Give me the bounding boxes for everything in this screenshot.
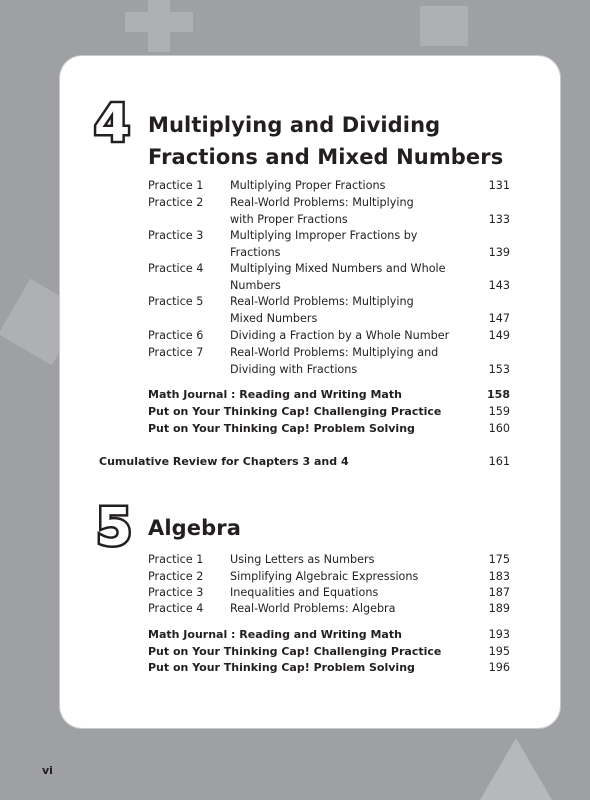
- toc-extra-row[interactable]: [148, 420, 415, 437]
- practice-label: Practice 1: [148, 179, 204, 192]
- toc-extra-row[interactable]: [148, 643, 441, 660]
- practice-title: Real-World Problems: Multiplying with Proper Fractions: [230, 196, 414, 226]
- page-number: 158: [487, 388, 510, 401]
- page-number: 193: [488, 628, 510, 641]
- toc-extra-row[interactable]: [148, 386, 402, 403]
- page-number: 131: [488, 179, 510, 192]
- chapter-number-5: 5: [96, 498, 133, 558]
- practice-label: Practice 7: [148, 346, 204, 359]
- extra-title: Put on Your Thinking Cap! Challenging Practice: [148, 405, 442, 418]
- background-plus-shape: [125, 12, 193, 32]
- extra-title: Put on Your Thinking Cap! Challenging Practice: [148, 645, 442, 658]
- contents-card: [60, 56, 560, 728]
- extra-title: Math Journal : Reading and Writing Math: [148, 388, 402, 401]
- practice-title: Dividing a Fraction by a Whole Number: [230, 329, 450, 342]
- toc-extra-row[interactable]: [148, 403, 441, 420]
- page-number: 195: [488, 645, 510, 658]
- chapter-title-line2: Fractions and Mixed Numbers: [148, 145, 504, 169]
- practice-label: Practice 1: [148, 553, 204, 566]
- practice-title: Multiplying Proper Fractions: [230, 179, 386, 192]
- practice-title: Multiplying Improper Fractions by Fractions: [230, 229, 418, 259]
- cumulative-review-row[interactable]: [99, 453, 349, 470]
- chapter-number-4: 4: [94, 94, 131, 154]
- practice-label: Practice 3: [148, 586, 204, 599]
- practice-label: Practice 4: [148, 262, 204, 275]
- page-number: 161: [488, 455, 510, 468]
- practice-label: Practice 5: [148, 295, 204, 308]
- toc-extra-row[interactable]: [148, 659, 415, 676]
- practice-title: Simplifying Algebraic Expressions: [230, 570, 419, 583]
- practice-label: Practice 4: [148, 602, 204, 615]
- page-number: 187: [488, 586, 510, 599]
- page-number: 159: [488, 405, 510, 418]
- page-number: 189: [488, 602, 510, 615]
- page-number: 143: [488, 279, 510, 292]
- practice-title: Using Letters as Numbers: [230, 553, 375, 566]
- page-number: 160: [488, 422, 510, 435]
- toc-extra-row[interactable]: [148, 626, 402, 643]
- practice-title: Inequalities and Equations: [230, 586, 379, 599]
- chapter-title: Algebra: [148, 516, 241, 540]
- background-square-shape: [420, 6, 468, 46]
- page-number: 153: [488, 363, 510, 376]
- extra-title: Math Journal : Reading and Writing Math: [148, 628, 402, 641]
- page-number: 196: [488, 661, 510, 674]
- practice-title: Multiplying Mixed Numbers and Whole Numbers: [230, 262, 446, 292]
- practice-label: Practice 2: [148, 570, 204, 583]
- practice-label: Practice 2: [148, 196, 204, 209]
- page-number: 183: [488, 570, 510, 583]
- cumulative-review-title: Cumulative Review for Chapters 3 and 4: [99, 455, 349, 468]
- page-number: 147: [488, 312, 510, 325]
- practice-label: Practice 6: [148, 329, 204, 342]
- practice-title: Real-World Problems: Multiplying Mixed Numbers: [230, 295, 414, 325]
- background-triangle-shape: [480, 738, 552, 800]
- page-number: 149: [488, 329, 510, 342]
- practice-title: Real-World Problems: Multiplying and Dividing with Fractions: [230, 346, 439, 376]
- chapter-title-line1: Multiplying and Dividing: [148, 113, 441, 137]
- practice-title: Real-World Problems: Algebra: [230, 602, 396, 615]
- page-number: 175: [488, 553, 510, 566]
- extra-title: Put on Your Thinking Cap! Problem Solving: [148, 422, 415, 435]
- page-number: 139: [488, 246, 510, 259]
- practice-label: Practice 3: [148, 229, 204, 242]
- extra-title: Put on Your Thinking Cap! Problem Solving: [148, 661, 415, 674]
- page-folio: vi: [42, 764, 53, 777]
- page-number: 133: [488, 213, 510, 226]
